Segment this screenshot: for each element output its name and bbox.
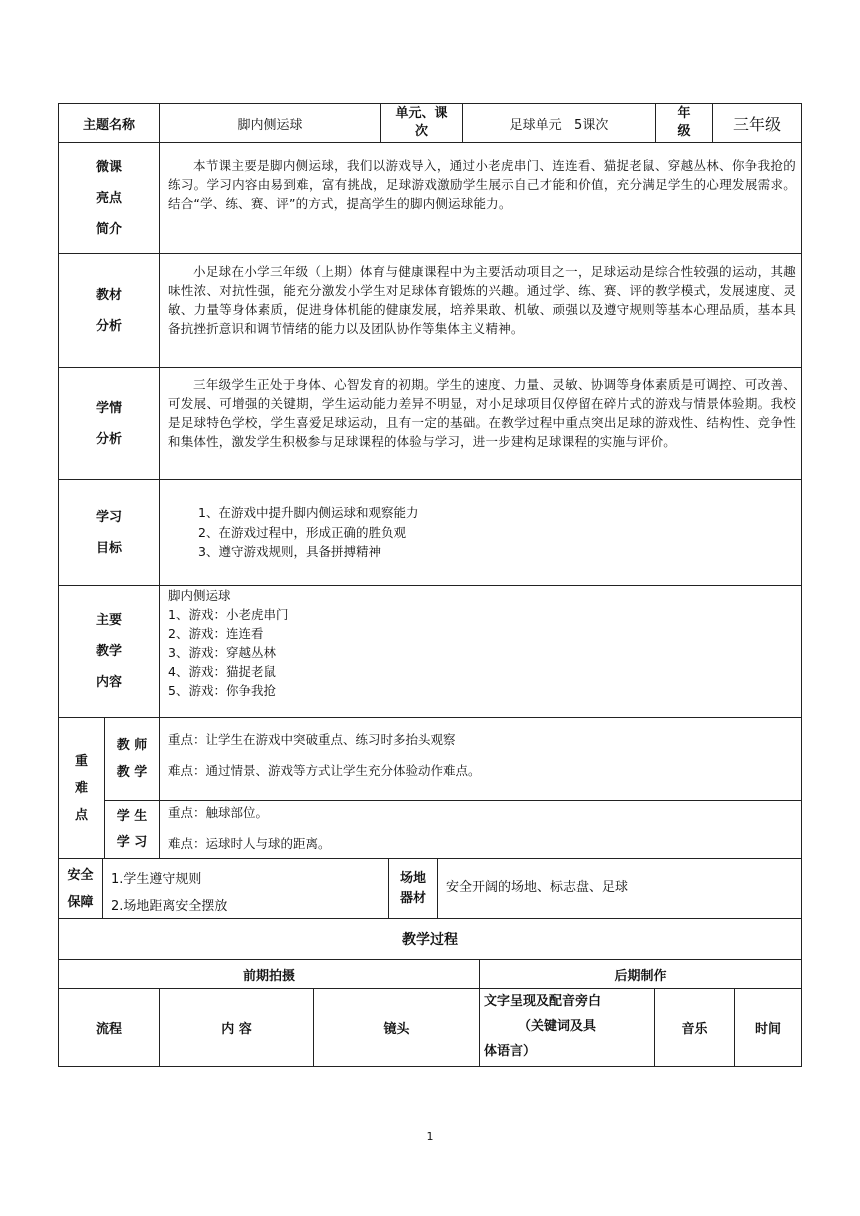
student-text: 三年级学生正处于身体、心智发育的初期。学生的速度、力量、灵敏、协调等身体素质是可调控、可改善、可发展、可增强的关键期，学生运动能力差异不明显，对小足球项目仅停留在碎片式的游戏与情景体验期。我校是足球特色学校，学生喜爱足球运动，且有一定的基础。在教学过程中重点突出足球的游戏性、结构性、竞争性和集体性，激发学生积极参与足球课程的体验与学习，进一步建构足球课程的实施与评价。 (168, 377, 796, 449)
list-item: 脚内侧运球 (168, 588, 231, 603)
list-item: 2、游戏：连连看 (168, 626, 264, 641)
column-music: 音乐 (681, 1022, 708, 1037)
list-item: 2.场地距离安全摆放 (111, 899, 228, 914)
list-item: 3、遵守游戏规则，具备拼搏精神 (198, 544, 381, 559)
table-border (437, 858, 438, 919)
process-title: 教学过程 (402, 932, 458, 948)
list-item: 1、游戏：小老虎串门 (168, 607, 289, 622)
list-item: 1、在游戏中提升脚内侧运球和观察能力 (198, 505, 419, 520)
list-item: 5、游戏：你争我抢 (168, 683, 276, 698)
list-item: 1.学生遵守规则 (111, 872, 202, 887)
micro-text: 本节课主要是脚内侧运球，我们以游戏导入，通过小老虎串门、连连看、猫捉老鼠、穿越丛林、你争我抢的练习。学习内容由易到难，富有挑战，足球游戏激励学生展示自己才能和价值，充分满足学生的心理发展需求。结合“学、练、赛、评”的方式，提高学生的脚内侧运球能力。 (168, 158, 796, 211)
venue-value: 安全开阔的场地、标志盘、足球 (446, 880, 629, 895)
column-shot: 镜头 (383, 1022, 410, 1037)
goals-label: 学习 目标 (95, 509, 122, 556)
content-label: 主要 教学 内容 (95, 613, 122, 690)
page-number: 1 (426, 1130, 434, 1143)
teacher-focus: 重点：让学生在游戏中突破重点、练习时多抬头观察 (168, 732, 456, 747)
post-production-label: 后期制作 (614, 968, 667, 984)
column-time: 时间 (754, 1022, 781, 1037)
venue-label: 场地 器材 (399, 870, 426, 906)
table-border (159, 103, 160, 718)
table-border (58, 717, 802, 718)
material-text: 小足球在小学三年级（上期）体育与健康课程中为主要活动项目之一，足球运动是综合性较强的运动，其趣味性浓、对抗性强，能充分激发小学生对足球体育锻炼的兴趣。通过学、练、赛、评的教学模式，发展速度、灵敏、力量等身体素质，促进身体机能的健康发展，培养果敢、机敏、顽强以及遵守规则等基本心理品质，基本具备抗挫折意识和调节情绪的能力以及团队协作等集体主义精神。 (168, 264, 796, 336)
column-text-voiceover: 文字呈现及配音旁白 （关键词及具 体语言） (484, 994, 602, 1059)
grade-value: 三年级 (732, 114, 781, 134)
safety-list (111, 866, 381, 920)
list-item: 4、游戏：猫捉老鼠 (168, 664, 276, 679)
unit-label: 单元、课次 (395, 106, 448, 139)
micro-label: 微课 亮点 简介 (95, 159, 122, 237)
unit-value: 足球单元 5课次 (509, 117, 609, 133)
table-border (58, 479, 802, 480)
topic-value: 脚内侧运球 (237, 117, 303, 133)
safety-label: 安全 保障 (67, 867, 94, 910)
table-border (58, 142, 802, 143)
material-label: 教材 分析 (95, 287, 122, 334)
column-content: 内 容 (221, 1022, 252, 1037)
grade-label: 年级 (677, 106, 691, 139)
table-border (58, 367, 802, 368)
topic-label: 主题名称 (82, 117, 135, 133)
list-item: 2、在游戏过程中，形成正确的胜负观 (198, 524, 406, 540)
difficulty-label: 重 难 点 (74, 753, 88, 823)
student-learn-label: 学 生 学 习 (116, 808, 148, 850)
table-border (58, 253, 802, 254)
table-border (801, 103, 802, 1067)
goals-list (198, 503, 758, 562)
student-focus: 重点：触球部位。 (168, 805, 269, 820)
column-flow: 流程 (95, 1022, 122, 1037)
pre-production-label: 前期拍摄 (242, 968, 295, 984)
teacher-label: 教 师 教 学 (116, 738, 148, 780)
student-label: 学情 分析 (95, 400, 122, 447)
table-border (159, 717, 160, 859)
student-difficulty: 难点：运球时人与球的距离。 (168, 836, 331, 851)
list-item: 3、游戏：穿越丛林 (168, 645, 276, 660)
teacher-difficulty: 难点：通过情景、游戏等方式让学生充分体验动作难点。 (168, 763, 481, 778)
table-border (102, 858, 103, 919)
table-border (58, 1066, 802, 1067)
content-list (168, 586, 728, 700)
table-border (104, 800, 802, 801)
